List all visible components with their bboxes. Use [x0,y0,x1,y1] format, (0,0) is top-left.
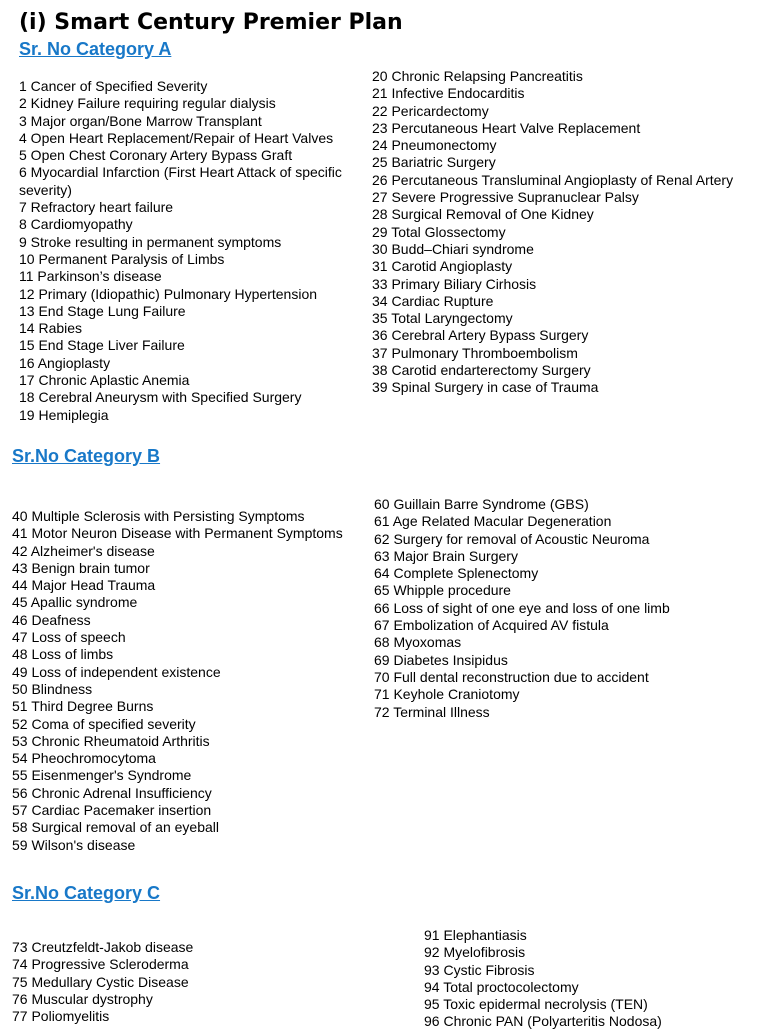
list-item: 49 Loss of independent existence [12,663,221,680]
list-item: 71 Keyhole Craniotomy [374,686,520,703]
list-item: 96 Chronic PAN (Polyarteritis Nodosa) [424,1013,662,1030]
list-item: 94 Total proctocolectomy [424,978,579,995]
list-item: 43 Benign brain tumor [12,559,150,576]
list-item: 16 Angioplasty [19,354,111,371]
list-item: 50 Blindness [12,680,93,697]
category-b-heading[interactable]: Sr.No Category B [12,446,161,466]
list-item: 40 Multiple Sclerosis with Persisting Symptoms [12,508,305,524]
list-item: 41 Motor Neuron Disease with Permanent Symptoms [12,525,343,542]
list-item: 60 Guillain Barre Syndrome (GBS) [374,496,589,512]
list-item: 11 Parkinson’s disease [19,268,162,285]
list-item: 14 Rabies [19,320,83,337]
category-c-list-right [424,927,764,1031]
list-item: 57 Cardiac Pacemaker insertion [12,802,212,819]
list-item: 30 Budd–Chiari syndrome [372,240,534,257]
category-a-list-left [19,78,361,424]
list-item: 28 Surgical Removal of One Kidney [372,206,594,223]
list-item: 17 Chronic Aplastic Anemia [19,372,190,389]
list-item: 39 Spinal Surgery in case of Trauma [372,379,599,396]
list-item: 33 Primary Biliary Cirhosis [372,275,537,292]
list-item: 76 Muscular dystrophy [12,990,153,1007]
list-item: 46 Deafness [12,611,91,628]
list-item: 51 Third Degree Burns [12,698,154,715]
list-item: 34 Cardiac Rupture [372,292,494,309]
list-item: 74 Progressive Scleroderma [12,956,189,973]
list-item: 3 Major organ/Bone Marrow Transplant [19,112,262,129]
list-item: 6 Myocardial Infarction (First Heart Attack of specific severity) [19,164,342,198]
list-item: 69 Diabetes Insipidus [374,651,508,668]
list-item: 63 Major Brain Surgery [374,547,518,564]
list-item: 21 Infective Endocarditis [372,85,525,102]
list-item: 18 Cerebral Aneurysm with Specified Surgery [19,389,302,406]
list-item: 67 Embolization of Acquired AV fistula [374,617,609,634]
list-item: 75 Medullary Cystic Disease [12,973,189,990]
list-item: 25 Bariatric Surgery [372,154,496,171]
list-item: 23 Percutaneous Heart Valve Replacement [372,119,641,136]
category-a-list-right [372,68,762,397]
list-item: 7 Refractory heart failure [19,199,174,216]
list-item: 54 Pheochromocytoma [12,750,156,767]
list-item: 36 Cerebral Artery Bypass Surgery [372,327,589,344]
list-item: 59 Wilson's disease [12,836,136,853]
list-item: 61 Age Related Macular Degeneration [374,513,612,530]
list-item: 10 Permanent Paralysis of Limbs [19,250,225,267]
list-item: 66 Loss of sight of one eye and loss of one limb [374,599,670,616]
list-item: 12 Primary (Idiopathic) Pulmonary Hypertension [19,285,318,302]
list-item: 5 Open Chest Coronary Artery Bypass Graft [19,147,293,164]
page-title: (i) Smart Century Premier Plan [19,10,403,35]
list-item: 91 Elephantiasis [424,927,527,943]
list-item: 62 Surgery for removal of Acoustic Neuroma [374,530,650,547]
category-a-heading[interactable]: Sr. No Category A [19,39,172,59]
list-item: 13 End Stage Lung Failure [19,302,186,319]
list-item: 22 Pericardectomy [372,102,489,119]
list-item: 9 Stroke resulting in permanent symptoms [19,233,282,250]
list-item: 58 Surgical removal of an eyeball [12,819,220,836]
list-item: 20 Chronic Relapsing Pancreatitis [372,68,583,84]
list-item: 45 Apallic syndrome [12,594,138,611]
list-item: 27 Severe Progressive Supranuclear Palsy [372,189,639,206]
list-item: 95 Toxic epidermal necrolysis (TEN) [424,996,648,1013]
list-item: 26 Percutaneous Transluminal Angioplasty of Renal Artery [372,171,734,188]
list-item: 15 End Stage Liver Failure [19,337,185,354]
list-item: 55 Eisenmenger's Syndrome [12,767,192,784]
list-item: 4 Open Heart Replacement/Repair of Heart Valves [19,129,334,146]
list-item: 68 Myoxomas [374,634,462,651]
list-item: 29 Total Glossectomy [372,223,506,240]
list-item: 1 Cancer of Specified Severity [19,78,208,94]
list-item: 24 Pneumonectomy [372,137,497,154]
list-item: 37 Pulmonary Thromboembolism [372,344,578,361]
list-item: 31 Carotid Angioplasty [372,258,513,275]
list-item: 19 Hemiplegia [19,406,109,423]
list-item: 64 Complete Splenectomy [374,565,539,582]
list-item: 2 Kidney Failure requiring regular dialysis [19,95,276,112]
list-item: 38 Carotid endarterectomy Surgery [372,362,591,379]
list-item: 53 Chronic Rheumatoid Arthritis [12,732,210,749]
list-item: 42 Alzheimer's disease [12,542,155,559]
list-item: 44 Major Head Trauma [12,577,156,594]
list-item: 93 Cystic Fibrosis [424,961,535,978]
category-b-list-right [374,496,754,721]
list-item: 56 Chronic Adrenal Insufficiency [12,784,212,801]
list-item: 65 Whipple procedure [374,582,511,599]
list-item: 8 Cardiomyopathy [19,216,133,233]
list-item: 92 Myelofibrosis [424,944,526,961]
list-item: 73 Creutzfeldt-Jakob disease [12,939,194,955]
category-c-list-left [12,939,312,1025]
category-c-heading[interactable]: Sr.No Category C [12,883,161,903]
list-item: 47 Loss of speech [12,629,126,646]
list-item: 48 Loss of limbs [12,646,114,663]
list-item: 52 Coma of specified severity [12,715,196,732]
category-b-list-left [12,508,367,854]
list-item: 35 Total Laryngectomy [372,310,513,327]
list-item: 77 Poliomyelitis [12,1008,110,1025]
list-item: 70 Full dental reconstruction due to accident [374,668,649,685]
list-item: 72 Terminal Illness [374,703,490,720]
